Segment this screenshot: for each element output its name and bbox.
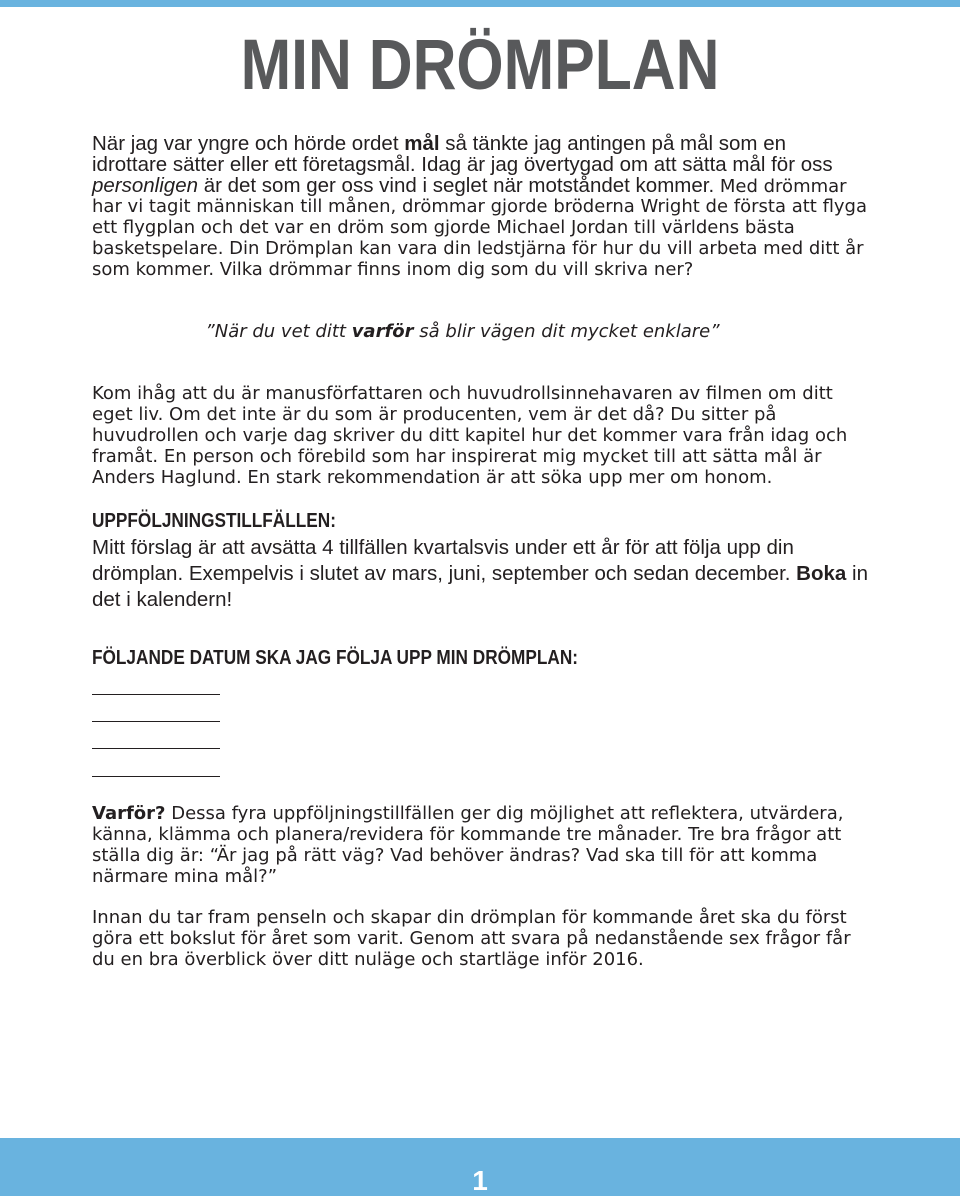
followup-line: [92, 535, 868, 561]
intro-text: har vi tagit människan till månen, drömmar gjorde bröderna Wright de första att flyga: [92, 196, 868, 217]
page-title-text: MIN DRÖMPLAN: [240, 26, 720, 105]
why-line: [92, 845, 843, 866]
followup-text: Mitt förslag är att avsätta 4 tillfällen kvartalsvis under ett år för att följa upp din: [92, 536, 794, 559]
why-paragraph: [92, 803, 843, 887]
intro-line: [92, 217, 867, 238]
intro-line: [92, 133, 867, 154]
quote-emphasis-text: varför: [351, 321, 414, 342]
date-blank-line: [92, 694, 220, 695]
reminder-line: Kom ihåg att du är manusförfattaren och huvudrollsinnehavaren av filmen om ditt: [92, 383, 833, 404]
reminder-line: huvudrollen och varje dag skriver du ditt kapitel hur det kommer vara från idag och: [92, 425, 848, 446]
page-number: 1: [472, 1165, 488, 1196]
date-blank-line: [92, 721, 220, 722]
bold-emphasis-text: Varför?: [92, 803, 166, 824]
intro-text: Med drömmar: [714, 176, 847, 197]
followup-paragraph: [92, 535, 868, 613]
intro-paragraph: [92, 133, 867, 280]
why-text: ställa dig är: “Är jag på rätt väg? Vad behöver ändras? Vad ska till för att komma: [92, 845, 818, 866]
italic-emphasis-text: personligen: [92, 174, 198, 197]
intro-text: så tänkte jag antingen på mål som en: [439, 132, 787, 155]
intro-text: basketspelare. Din Drömplan kan vara din ledstjärna för hur du vill arbeta med ditt år: [92, 238, 864, 259]
quote: [92, 321, 833, 342]
why-text: Dessa fyra uppföljningstillfällen ger dig möjlighet att reflektera, utvärdera,: [165, 803, 844, 824]
reminder-line: Anders Haglund. En stark rekommendation är att söka upp mer om honom.: [92, 467, 773, 488]
reminder-line: eget liv. Om det inte är du som är producenten, vem är det då? Du sitter på: [92, 404, 777, 425]
dates-heading: FÖLJANDE DATUM SKA JAG FÖLJA UPP MIN DRÖMPLAN:: [92, 646, 579, 669]
quote-text: så blir vägen dit mycket enklare”: [413, 321, 720, 342]
intro-line: [92, 175, 867, 196]
followup-line: [92, 587, 868, 613]
reminder-line: framåt. En person och förebild som har inspirerat mig mycket till att sätta mål är: [92, 446, 822, 467]
why-line: [92, 803, 843, 824]
date-blank-line: [92, 776, 220, 777]
date-blank-line: [92, 748, 220, 749]
before-start-line: du en bra överblick över ditt nuläge och startläge inför 2016.: [92, 949, 644, 970]
followup-text: in: [846, 562, 868, 585]
bold-emphasis-text: mål: [404, 132, 440, 155]
intro-text: som kommer. Vilka drömmar finns inom dig som du vill skriva ner?: [92, 259, 694, 280]
why-line: [92, 824, 843, 845]
quote-text: ”När du vet ditt: [205, 321, 352, 342]
intro-line: [92, 259, 867, 280]
followup-text: det i kalendern!: [92, 588, 233, 611]
page-footer-bar: [0, 1138, 960, 1196]
followup-heading: UPPFÖLJNINGSTILLFÄLLEN:: [92, 509, 336, 532]
intro-line: [92, 154, 867, 175]
why-text: närmare mina mål?”: [92, 866, 278, 887]
page-title: [0, 26, 960, 105]
followup-text: drömplan. Exempelvis i slutet av mars, juni, september och sedan december.: [92, 562, 797, 585]
intro-text: ett flygplan och det var en dröm som gjorde Michael Jordan till världens bästa: [92, 217, 795, 238]
followup-line: [92, 561, 868, 587]
intro-line: [92, 238, 867, 259]
before-start-paragraph: [92, 907, 851, 970]
bold-emphasis-text: Boka: [796, 562, 847, 585]
top-accent-bar: [0, 0, 960, 7]
intro-text: idrottare sätter eller ett företagsmål. Idag är jag övertygad om att sätta mål för oss: [92, 153, 833, 176]
before-start-line: Innan du tar fram penseln och skapar din drömplan för kommande året ska du först: [92, 907, 847, 928]
intro-line: [92, 196, 867, 217]
reminder-paragraph: [92, 383, 847, 488]
before-start-line: göra ett bokslut för året som varit. Genom att svara på nedanstående sex frågor får: [92, 928, 851, 949]
why-line: [92, 866, 843, 887]
intro-text: När jag var yngre och hörde ordet: [92, 132, 405, 155]
why-text: känna, klämma och planera/revidera för kommande tre månader. Tre bra frågor att: [92, 824, 842, 845]
intro-text: är det som ger oss vind i seglet när motståndet kommer.: [198, 174, 715, 197]
